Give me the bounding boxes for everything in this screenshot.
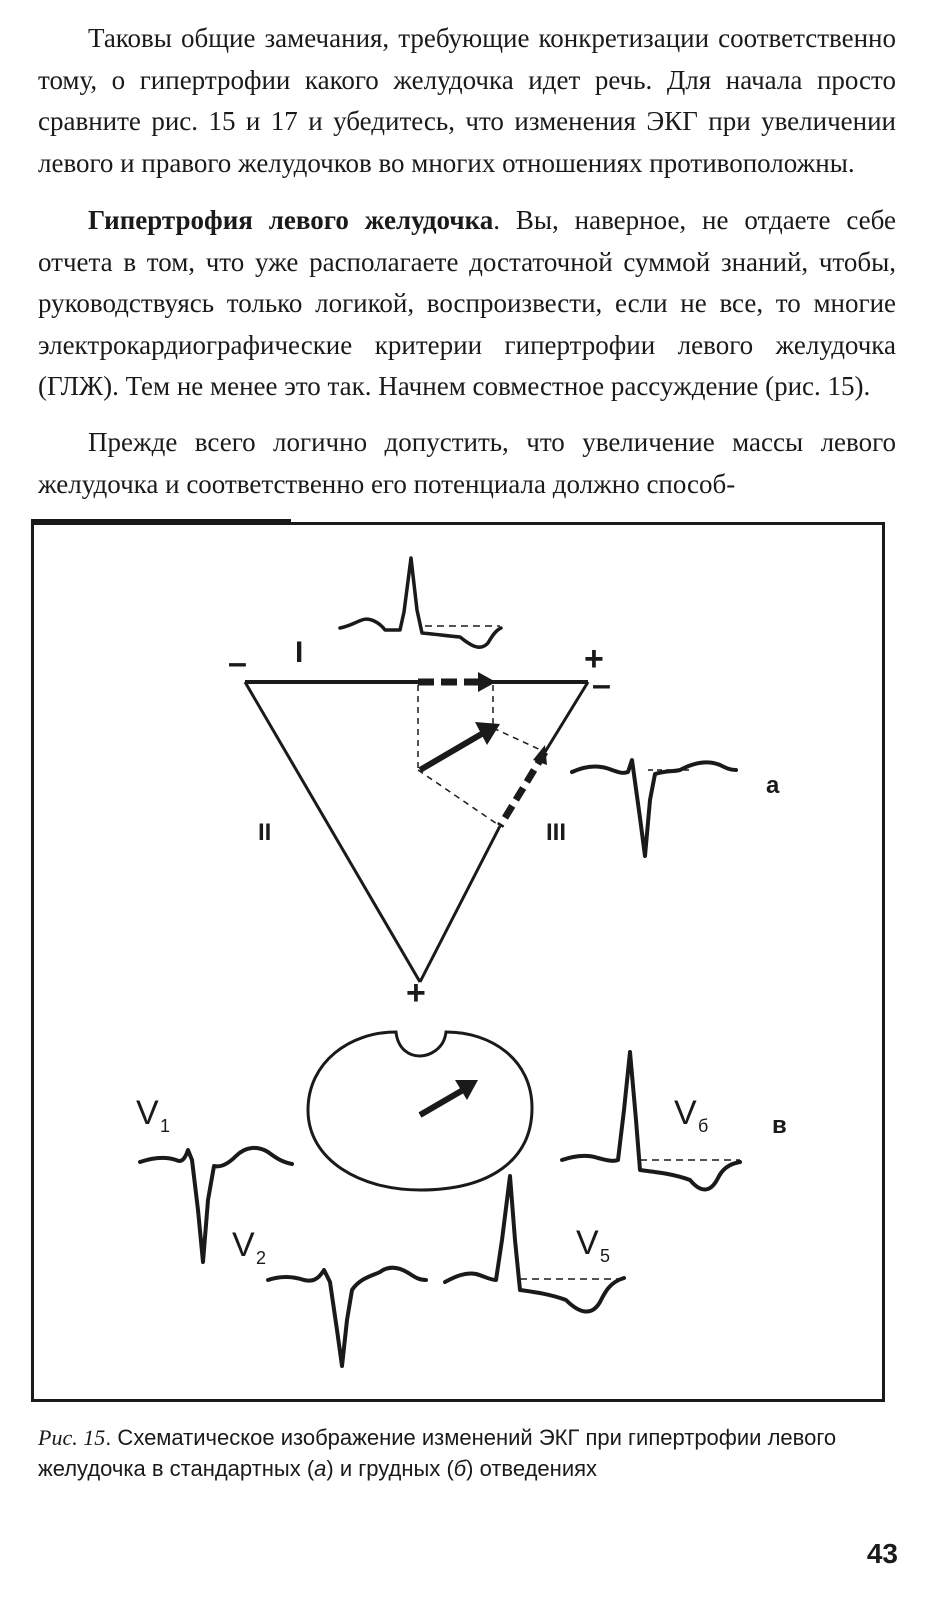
lead-III-projection [500, 752, 545, 826]
svg-text:V: V [576, 1224, 599, 1262]
label-minus-left: – [228, 644, 247, 682]
ecg-trace-v6 [562, 1052, 740, 1190]
caption-label: Рис. 15 [38, 1425, 106, 1450]
label-v1 [136, 1094, 170, 1136]
label-lead-III: III [546, 819, 567, 846]
paragraph-continued-text: Прежде всего логично допустить, что увеличение массы левого желудочка и соответственно его потенциала должно способ- [38, 427, 896, 499]
lead-III-axis-lower [420, 826, 500, 982]
label-plus-right: + [584, 640, 604, 678]
ecg-trace-v1 [140, 1148, 292, 1262]
paragraph-intro-text: Таковы общие замечания, требующие конкретизации соответственно тому, о гипертрофии какого желудочка идет речь. Для начала просто сравните рис. 15 и 17 и убедитесь, что изменения ЭКГ при увеличении левого и правого желудочков во многих отношениях противоположны. [38, 23, 896, 178]
section-heading-lvh: Гипертрофия левого желудочка [88, 205, 494, 235]
label-plus-bottom: + [406, 974, 426, 1012]
heart-cross-section [308, 1032, 532, 1190]
page-number: 43 [866, 1538, 898, 1569]
figure-caption: Рис. 15. Схематическое изображение изменений ЭКГ при гипертрофии левого желудочка в стандартных (а) и грудных (б) отведениях [38, 1425, 837, 1481]
svg-text:б: б [698, 1116, 709, 1136]
ecg-trace-v2 [268, 1268, 426, 1366]
label-panel-v: в [772, 1112, 787, 1139]
svg-text:V: V [136, 1094, 159, 1132]
lead-III-axis-upper [545, 682, 588, 752]
label-minus-right: – [592, 666, 611, 704]
label-v6 [674, 1094, 708, 1136]
ecg-trace-lead-I [340, 558, 501, 647]
paragraph-lvh-text: . Вы, наверное, не отдаете себе отчета в том, что уже располагаете достаточной суммой знаний, чтобы, руководствуясь только логикой, воспроизвести, если не все, то многие электрокардиографические критерии гипертрофии левого желудочка (ГЛЖ). Тем не менее это так. Начнем совместное рассуждение (рис. 15). [38, 205, 896, 401]
svg-text:1: 1 [160, 1116, 171, 1136]
label-v2 [232, 1226, 266, 1268]
einthoven-triangle [245, 672, 588, 982]
svg-text:5: 5 [600, 1246, 611, 1266]
svg-text:V: V [674, 1094, 697, 1132]
label-panel-a: а [766, 772, 780, 799]
projection-lines [418, 685, 545, 826]
svg-text:2: 2 [256, 1248, 267, 1268]
label-lead-II: II [258, 819, 272, 846]
label-v5 [576, 1224, 610, 1266]
heart-vector [420, 722, 500, 770]
svg-text:V: V [232, 1226, 255, 1264]
label-lead-I: I [295, 636, 304, 669]
ecg-trace-lead-III [572, 760, 736, 856]
